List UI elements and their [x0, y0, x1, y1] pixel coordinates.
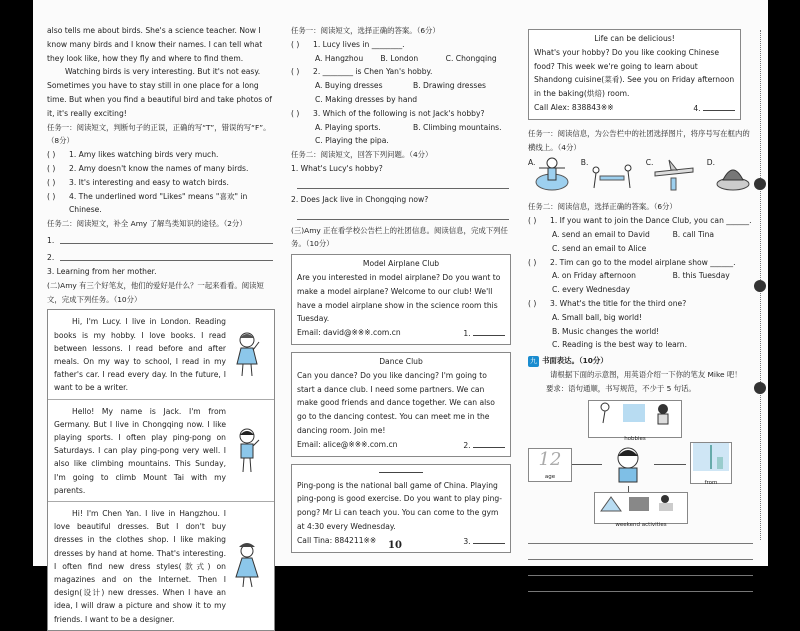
option[interactable]: B. call Tina — [672, 229, 715, 239]
answer-paren[interactable]: ( ) — [291, 39, 300, 49]
age-box — [528, 448, 572, 482]
notice-contact: Email: david@※※※.com.cn — [297, 328, 401, 338]
notice-contact: Call Tina: 884211※※ — [297, 535, 377, 545]
task2-title: 任务二：阅读短文，回答下列问题。（4分） — [291, 150, 433, 160]
penpal-jack — [48, 400, 274, 502]
item-text: 3. What's the title for the third one? — [550, 298, 687, 308]
option[interactable]: C. Playing the pipa. — [315, 136, 389, 146]
notice-title: Life can be delicious! — [594, 34, 675, 43]
column-right — [528, 24, 753, 592]
food-icon — [715, 156, 753, 194]
city-tower-icon — [693, 443, 729, 471]
answer-blank[interactable] — [703, 101, 735, 111]
notice-contact: Call Alex: 838843※※ — [534, 102, 614, 112]
penpal-box — [47, 309, 275, 630]
options — [291, 52, 511, 66]
notice-number: 2. — [463, 440, 471, 450]
answer-blank[interactable] — [473, 326, 505, 336]
option[interactable]: A. send an email to David — [552, 229, 650, 239]
option[interactable]: B. Climbing mountains. — [413, 122, 502, 132]
penpal-lucy — [48, 310, 274, 399]
model-airplane-icon — [653, 156, 695, 194]
notice-title: Dance Club — [379, 356, 423, 366]
picture-options — [528, 156, 753, 196]
writing-line[interactable] — [528, 576, 753, 592]
options — [291, 79, 511, 93]
write-line[interactable] — [60, 248, 273, 261]
item-text: 2. Amy doesn't know the names of many birds. — [69, 163, 249, 173]
option[interactable]: C. every Wednesday — [552, 285, 630, 295]
weekend-label: weekend activities — [615, 522, 667, 529]
passage-paragraph: Watching birds is very interesting. But it's not easy. Sometimes you have to stay still in one place for a long time. But when you find a beautiful bird and take photos of it, it's really exciting! — [47, 67, 272, 118]
option[interactable]: C. send an email to Alice — [552, 243, 647, 253]
notice-number: 3. — [463, 536, 471, 546]
picture-label: B. — [580, 158, 589, 168]
task1-title: 任务一：阅读短文，判断句子的正误，正确的写“T”，错误的写“F”。（8分） — [47, 122, 271, 146]
binding-hole-icon — [754, 178, 766, 190]
column-middle — [291, 24, 511, 560]
notice-body: Can you dance? Do you like dancing? I'm going to start a dance club. I need some partners. We can make good friends and dance together. We can also go to the dancing contest. You can meet me in the dancing room. Join me! — [297, 370, 495, 435]
picture-c — [646, 156, 696, 194]
item-text: 2. ________ is Chen Yan's hobby. — [313, 67, 433, 77]
writing-line[interactable] — [528, 544, 753, 560]
penpal-text: Hi, I'm Lucy. I live in London. Reading books is my hobby. I love books. I read between lessons. I read before and after meals. On my way to school, I read in my father's car. I read every day. In the future, I want to be a writer. — [54, 317, 226, 393]
boy-waving-icon — [226, 405, 268, 497]
binding-hole-icon — [754, 382, 766, 394]
option[interactable]: B. Drawing dresses — [413, 81, 487, 91]
from-box — [690, 442, 732, 487]
passage-paragraph: also tells me about birds. She's a science teacher. Now I know many birds and I know their names. I can tell what they look like, how they fly and where to find them. — [47, 26, 263, 63]
picture-b — [581, 156, 635, 194]
option[interactable]: A. Hangzhou — [315, 53, 364, 63]
task1-title: 任务一：阅读信息，为公告栏中的社团选择图片，将序号写在框内的横线上。（4分） — [528, 128, 750, 152]
item-text: 4. The underlined word "Likes" means "喜欢" in Chinese. — [69, 191, 248, 215]
option[interactable]: B. London — [380, 53, 419, 63]
answer-paren[interactable]: ( ) — [47, 191, 56, 201]
age-value: 12 — [538, 448, 562, 470]
answer-paren[interactable]: ( ) — [47, 163, 56, 173]
answer-paren[interactable]: ( ) — [528, 257, 537, 267]
options — [528, 269, 753, 283]
write-line[interactable] — [60, 231, 273, 244]
section-number-badge: 九 — [530, 357, 537, 366]
task2-title: 任务二：阅读信息，选择正确的答案。（6分） — [528, 202, 677, 212]
hobbies-label: hobbies — [624, 436, 646, 443]
answer-paren[interactable]: ( ) — [291, 108, 300, 118]
mc-item[interactable] — [291, 107, 511, 121]
girl-waving-icon — [226, 315, 268, 394]
section9-prompt: 请根据下面的示意图，用英语介绍一下你的笔友 Mike 吧！ — [550, 369, 742, 379]
picture-label: D. — [706, 158, 715, 168]
option[interactable]: B. this Tuesday — [672, 271, 730, 281]
weekend-activities-icon — [597, 493, 685, 513]
item-text: 1. If you want to join the Dance Club, you can ______. — [550, 216, 752, 226]
hobbies-pictures-icon — [591, 401, 679, 427]
task2-title: 任务二：阅读短文，补全 Amy 了解鸟类知识的途径。（2分） — [47, 219, 247, 229]
answer-paren[interactable]: ( ) — [291, 67, 300, 77]
write-line[interactable] — [297, 207, 509, 220]
item-text: 3. Which of the following is not Jack's hobby? — [313, 108, 485, 118]
notice-body: Are you interested in model airplane? Do you want to make a model airplane? Welcome to our club! We'll have a model airplane show in the science room this Tuesday. — [297, 272, 501, 324]
section3-title: (三)Amy 正在看学校公告栏上的社团信息。阅读信息，完成下列任务。（10分） — [291, 225, 508, 249]
mike-diagram — [528, 400, 753, 529]
section2-title: (二)Amy 有三个好笔友，他们的爱好是什么？一起来看看。阅读短文，完成下列任务。（10分） — [47, 280, 264, 304]
answer-line[interactable] — [291, 207, 511, 224]
penpal-text: Hi! I'm Chen Yan. I live in Hangzhou. I love beautiful dresses. But I don't buy dresses in the clothes shop. I like making dresses by hand at home. That's interesting. I often find new dress styles(款式) on magazines and on the Internet. Then I design(设计) new dresses. When I have an idea, I will draw a picture and show it to my friends. I want to be a designer. — [54, 508, 226, 624]
question: 1. What's Lucy's hobby? — [291, 163, 383, 173]
girl-in-dress-icon — [226, 507, 268, 626]
from-label: from — [704, 480, 718, 487]
notice-dance — [291, 352, 511, 457]
answer-paren[interactable]: ( ) — [47, 177, 56, 187]
mc-item[interactable] — [291, 65, 511, 79]
option[interactable]: C. Making dresses by hand — [315, 94, 418, 104]
section9-heading — [528, 354, 753, 368]
task1-title: 任务一：阅读短文，选择正确的答案。（6分） — [291, 26, 440, 35]
penpal-text: Hello! My name is Jack. I'm from Germany. But I live in Chongqing now. I like playing sports. I often play ping-pong on Saturdays. I can play ping-pong very well. I also like climbing mountains. This Sunday, I'm going to climb Mount Tai with my parents. — [54, 406, 226, 495]
notice-cooking — [528, 29, 741, 120]
notice-number: 1. — [463, 329, 471, 339]
item-text: 1. Amy likes watching birds very much. — [69, 150, 219, 160]
item-text: 1. Lucy lives in ________. — [313, 39, 405, 49]
page-number: 10 — [388, 540, 402, 551]
answer-paren[interactable]: ( ) — [47, 150, 56, 160]
boy-avatar-icon — [608, 444, 648, 484]
options — [528, 228, 753, 242]
tf-item[interactable] — [47, 190, 275, 218]
item-text: 2. Tim can go to the model airplane show ______. — [550, 257, 736, 267]
answer-paren[interactable]: ( ) — [528, 216, 537, 226]
title-blank[interactable] — [297, 467, 505, 479]
mc-item[interactable] — [528, 214, 753, 228]
notice-model-airplane — [291, 254, 511, 345]
notice-number: 4. — [693, 103, 701, 113]
given-answer: 3. Learning from her mother. — [47, 266, 157, 276]
picture-a — [528, 156, 569, 194]
notice-contact: Email: alice@※※※.com.cn — [297, 439, 398, 449]
tf-item[interactable] — [47, 148, 275, 162]
notice-body: What's your hobby? Do you like cooking Chinese food? This week we're going to learn about Shandong cuisine(菜肴). See you on Friday afternoon in the baking(烘焙) room. — [534, 47, 735, 99]
item-number: 2. — [47, 253, 55, 263]
tf-item[interactable] — [47, 162, 275, 176]
option[interactable]: C. Reading is the best way to learn. — [552, 340, 688, 350]
option[interactable]: A. Playing sports. — [315, 122, 381, 132]
picture-label: C. — [645, 158, 654, 168]
answer-line[interactable] — [47, 248, 275, 265]
weekend-box — [594, 492, 688, 529]
dancer-icon — [535, 156, 569, 194]
answer-line[interactable] — [291, 176, 511, 193]
mike-avatar — [608, 444, 648, 489]
mc-item[interactable] — [291, 38, 511, 52]
option[interactable]: A. Buying dresses — [315, 81, 383, 91]
tf-item[interactable] — [47, 176, 275, 190]
write-line[interactable] — [297, 176, 509, 189]
section9-requirements: 要求：语句通顺，书写规范，不少于 5 句话。 — [546, 383, 696, 393]
item-number: 1. — [47, 236, 55, 246]
column-left — [47, 24, 275, 631]
picture-d — [707, 156, 753, 194]
binding-hole-icon — [754, 280, 766, 292]
notice-title: Model Airplane Club — [362, 259, 440, 269]
options — [291, 121, 511, 135]
answer-line[interactable] — [47, 231, 275, 248]
section9-title: 书面表达。（10分） — [542, 356, 608, 366]
writing-line[interactable] — [528, 560, 753, 576]
answer-blank[interactable] — [473, 534, 505, 544]
ping-pong-icon — [588, 156, 634, 194]
notice-body: Ping-pong is the national ball game of China. Playing ping-pong is good exercise. Do you want to play ping-pong? Mr Li can teach you. You can come to the gym at 4:30 every Wednesday. — [297, 480, 502, 531]
answer-paren[interactable]: ( ) — [528, 298, 537, 308]
answer-blank[interactable] — [473, 438, 505, 448]
connector-line — [572, 464, 602, 465]
item-text: 3. It's interesting and easy to watch birds. — [69, 177, 229, 187]
option[interactable]: A. on Friday afternoon — [552, 271, 636, 281]
option[interactable]: C. Chongqing — [445, 53, 497, 63]
connector-arrow — [654, 464, 686, 465]
mc-item[interactable] — [528, 256, 753, 270]
picture-label: A. — [528, 158, 536, 168]
option[interactable]: A. Small ball, big world! — [552, 312, 643, 322]
hobbies-box — [588, 400, 682, 443]
option[interactable]: B. Music changes the world! — [552, 326, 660, 336]
question: 2. Does Jack live in Chongqing now? — [291, 194, 429, 204]
age-label: age — [544, 473, 556, 480]
mc-item[interactable] — [528, 297, 753, 311]
